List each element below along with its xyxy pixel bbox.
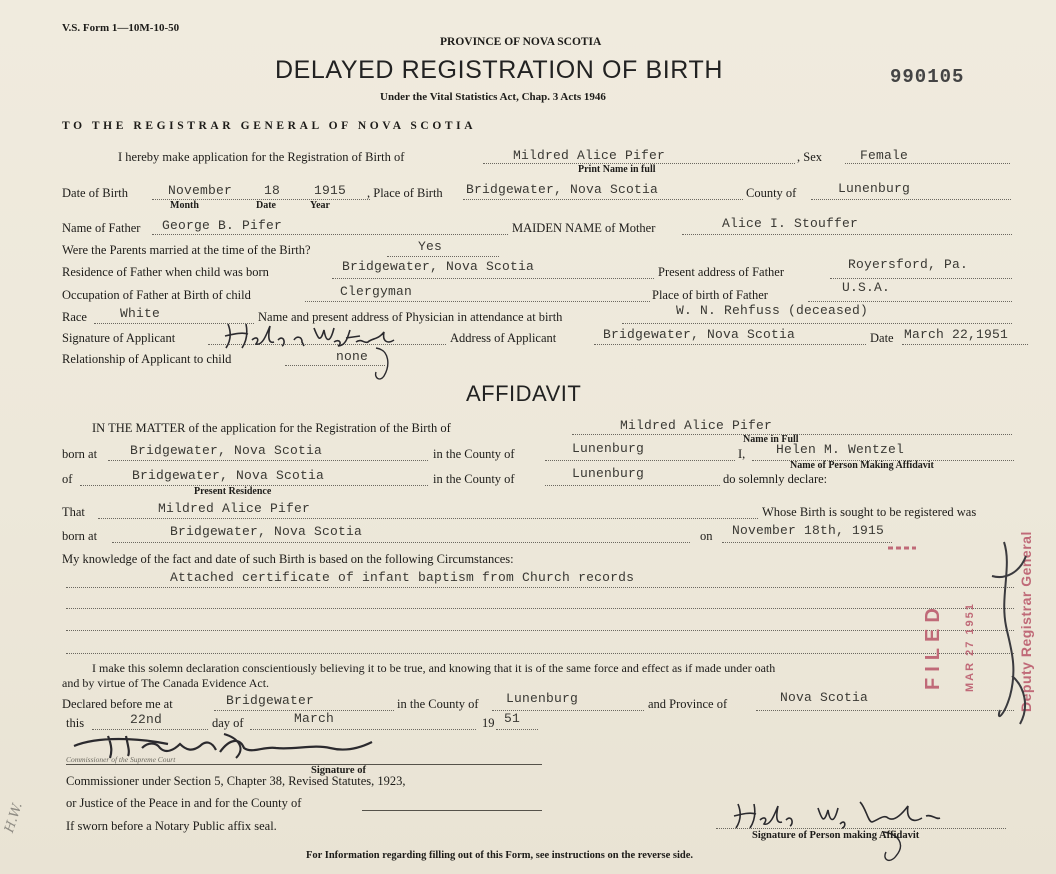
declare-label: do solemnly declare: xyxy=(723,472,828,486)
address-line xyxy=(594,344,866,345)
signature-of-label: Signature of xyxy=(311,765,366,776)
residence-value-aff: Bridgewater, Nova Scotia xyxy=(132,468,325,483)
county-line-1 xyxy=(545,460,735,461)
deponent-value: Helen M. Wentzel xyxy=(776,442,905,457)
commissioner-line: Commissioner under Section 5, Chapter 38, Revised Statutes, 1923, xyxy=(66,774,406,788)
dob-label: Date of Birth xyxy=(62,186,128,200)
father-birthplace-line xyxy=(808,301,1012,302)
filed-stamp: FILED xyxy=(922,602,944,690)
dob-month: November xyxy=(168,183,233,198)
province-label: and Province of xyxy=(648,697,728,711)
province-value: Nova Scotia xyxy=(780,690,869,705)
on-label: on xyxy=(700,529,713,543)
sex-value: Female xyxy=(860,148,909,163)
in-county-label-2: in the County of xyxy=(433,472,515,486)
present-address-label: Present address of Father xyxy=(658,265,785,279)
sex-line xyxy=(845,163,1010,164)
father-line xyxy=(152,234,508,235)
province-line xyxy=(756,710,1014,711)
matter-label-strong: IN THE MATTER of the application for the Registration of the Birth of xyxy=(92,421,451,435)
married-line xyxy=(387,256,499,257)
date-label: Date xyxy=(870,331,894,345)
residence-value: Bridgewater, Nova Scotia xyxy=(342,259,535,274)
born-on-line xyxy=(722,542,892,543)
circumstance-line-4 xyxy=(66,653,1014,654)
present-address-value: Royersford, Pa. xyxy=(848,257,969,272)
margin-initials: H.W. xyxy=(2,800,26,835)
occupation-value: Clergyman xyxy=(340,284,413,299)
day-of-label: day of xyxy=(212,716,244,730)
residence-label: Residence of Father when child was born xyxy=(62,265,269,279)
born-at-value: Bridgewater, Nova Scotia xyxy=(130,443,323,458)
county-value-1: Lunenburg xyxy=(572,441,645,456)
dob-year: 1915 xyxy=(314,183,347,198)
affidavit-child-name: Mildred Alice Pifer xyxy=(620,418,773,433)
month-value: March xyxy=(294,711,335,726)
mother-line xyxy=(682,234,1012,235)
pob-line xyxy=(463,199,743,200)
year-line xyxy=(496,729,538,730)
year-hint: Year xyxy=(310,200,330,211)
relationship-mark xyxy=(370,336,396,384)
race-value: White xyxy=(120,306,161,321)
county-value: Lunenburg xyxy=(838,181,911,196)
father-birthplace-label: Place of birth of Father xyxy=(652,288,768,302)
relationship-label: Relationship of Applicant to child xyxy=(62,352,232,366)
pob-label: , Place of Birth xyxy=(367,186,443,200)
solemn-line-2: and by virtue of The Canada Evidence Act. xyxy=(62,676,270,690)
year-prefix: 19 xyxy=(482,716,495,730)
mother-value: Alice I. Stouffer xyxy=(722,216,859,231)
race-label: Race xyxy=(62,310,87,324)
born-at2-value: Bridgewater, Nova Scotia xyxy=(170,524,363,539)
county-line xyxy=(811,199,1011,200)
that-name-value: Mildred Alice Pifer xyxy=(158,501,311,516)
form-id: V.S. Form 1—10M-10-50 xyxy=(62,22,180,34)
this-label: this xyxy=(66,716,85,730)
solemn-line-1: I make this solemn declaration conscientiously believing it to be true, and knowing that it is of the same force and effect as if made under oath xyxy=(92,661,776,675)
born-at-label: born at xyxy=(62,447,98,461)
filed-date-stamp: MAR 27 1951 xyxy=(964,602,976,692)
registrar-stamp: Deputy Registrar General xyxy=(1018,531,1034,712)
deponent-sig-label: Signature of Person making Affidavit xyxy=(752,830,920,841)
print-name-hint: Print Name in full xyxy=(578,164,656,175)
circumstance-line-1 xyxy=(66,587,1014,588)
father-value: George B. Pifer xyxy=(162,218,283,233)
physician-label: Name and present address of Physician in attendance at birth xyxy=(258,310,563,324)
form-number: 990105 xyxy=(890,66,965,88)
physician-line xyxy=(622,323,1012,324)
pob-value: Bridgewater, Nova Scotia xyxy=(466,182,659,197)
married-value: Yes xyxy=(418,239,443,254)
date-value: March 22,1951 xyxy=(904,327,1009,342)
address-label: Address of Applicant xyxy=(450,331,557,345)
county-value-2: Lunenburg xyxy=(572,466,645,481)
residence-line xyxy=(332,278,654,279)
commissioner-sig-line xyxy=(66,764,542,765)
relationship-value: none xyxy=(336,349,369,364)
mother-label: MAIDEN NAME of Mother xyxy=(512,221,656,235)
stamp-mark xyxy=(886,536,926,556)
county-line-2 xyxy=(545,485,720,486)
dob-date: 18 xyxy=(264,183,281,198)
declared-county-value: Lunenburg xyxy=(506,691,579,706)
that-label: That xyxy=(62,505,85,519)
justice-county-line xyxy=(362,810,542,811)
notary-line: If sworn before a Notary Public affix seal. xyxy=(66,819,277,833)
born-at-line xyxy=(108,460,428,461)
registrar-initials xyxy=(982,536,1038,732)
residence-hint: Present Residence xyxy=(194,486,272,497)
to-registrar-line: TO THE REGISTRAR GENERAL OF NOVA SCOTIA xyxy=(62,120,477,132)
present-address-line xyxy=(830,278,1012,279)
circumstance-line-2 xyxy=(66,608,1014,609)
deponent-hint: Name of Person Making Affidavit xyxy=(790,460,934,471)
month-hint: Month xyxy=(170,200,199,211)
father-label: Name of Father xyxy=(62,221,141,235)
child-name-value: Mildred Alice Pifer xyxy=(513,148,666,163)
signature-label: Signature of Applicant xyxy=(62,331,176,345)
born-at2-line xyxy=(112,542,690,543)
form-title: DELAYED REGISTRATION OF BIRTH xyxy=(275,56,724,84)
sex-label: , Sex xyxy=(797,150,822,164)
circumstance-value: Attached certificate of infant baptism from Church records xyxy=(170,570,635,585)
knowledge-label: My knowledge of the fact and date of such Birth is based on the following Circumstances: xyxy=(62,552,514,566)
declared-county-label: in the County of xyxy=(397,697,479,711)
province-heading: PROVINCE OF NOVA SCOTIA xyxy=(440,36,602,48)
physician-value: W. N. Rehfuss (deceased) xyxy=(676,303,869,318)
born-at2-label: born at xyxy=(62,529,98,543)
year-value: 51 xyxy=(504,711,521,726)
i-label: I, xyxy=(738,447,746,461)
that-line xyxy=(98,518,758,519)
date-line xyxy=(902,344,1028,345)
name-in-full-hint: Name in Full xyxy=(743,434,799,445)
whose-label: Whose Birth is sought to be registered was xyxy=(762,505,977,519)
commissioner-stamp: Commissioner of the Supreme Court xyxy=(66,755,176,764)
declared-at-value: Bridgewater xyxy=(226,693,315,708)
of-label: of xyxy=(62,472,73,486)
justice-line: or Justice of the Peace in and for the County of xyxy=(66,796,302,810)
deponent-sig-line xyxy=(716,828,1006,829)
address-value: Bridgewater, Nova Scotia xyxy=(603,327,796,342)
married-label: Were the Parents married at the time of the Birth? xyxy=(62,243,311,257)
born-on-value: November 18th, 1915 xyxy=(732,523,885,538)
occupation-line xyxy=(305,301,650,302)
affidavit-heading: AFFIDAVIT xyxy=(466,381,582,406)
intro-label: I hereby make application for the Registration of Birth of xyxy=(118,150,405,164)
occupation-label: Occupation of Father at Birth of child xyxy=(62,288,251,302)
declared-label: Declared before me at xyxy=(62,697,173,711)
father-birthplace-value: U.S.A. xyxy=(842,280,891,295)
date-hint: Date xyxy=(256,200,276,211)
form-subtitle: Under the Vital Statistics Act, Chap. 3 Acts 1946 xyxy=(380,91,606,103)
footer-note: For Information regarding filling out of this Form, see instructions on the reverse side. xyxy=(306,850,694,861)
in-county-label-1: in the County of xyxy=(433,447,515,461)
circumstance-line-3 xyxy=(66,630,1014,631)
day-value: 22nd xyxy=(130,712,163,727)
county-label: County of xyxy=(746,186,797,200)
